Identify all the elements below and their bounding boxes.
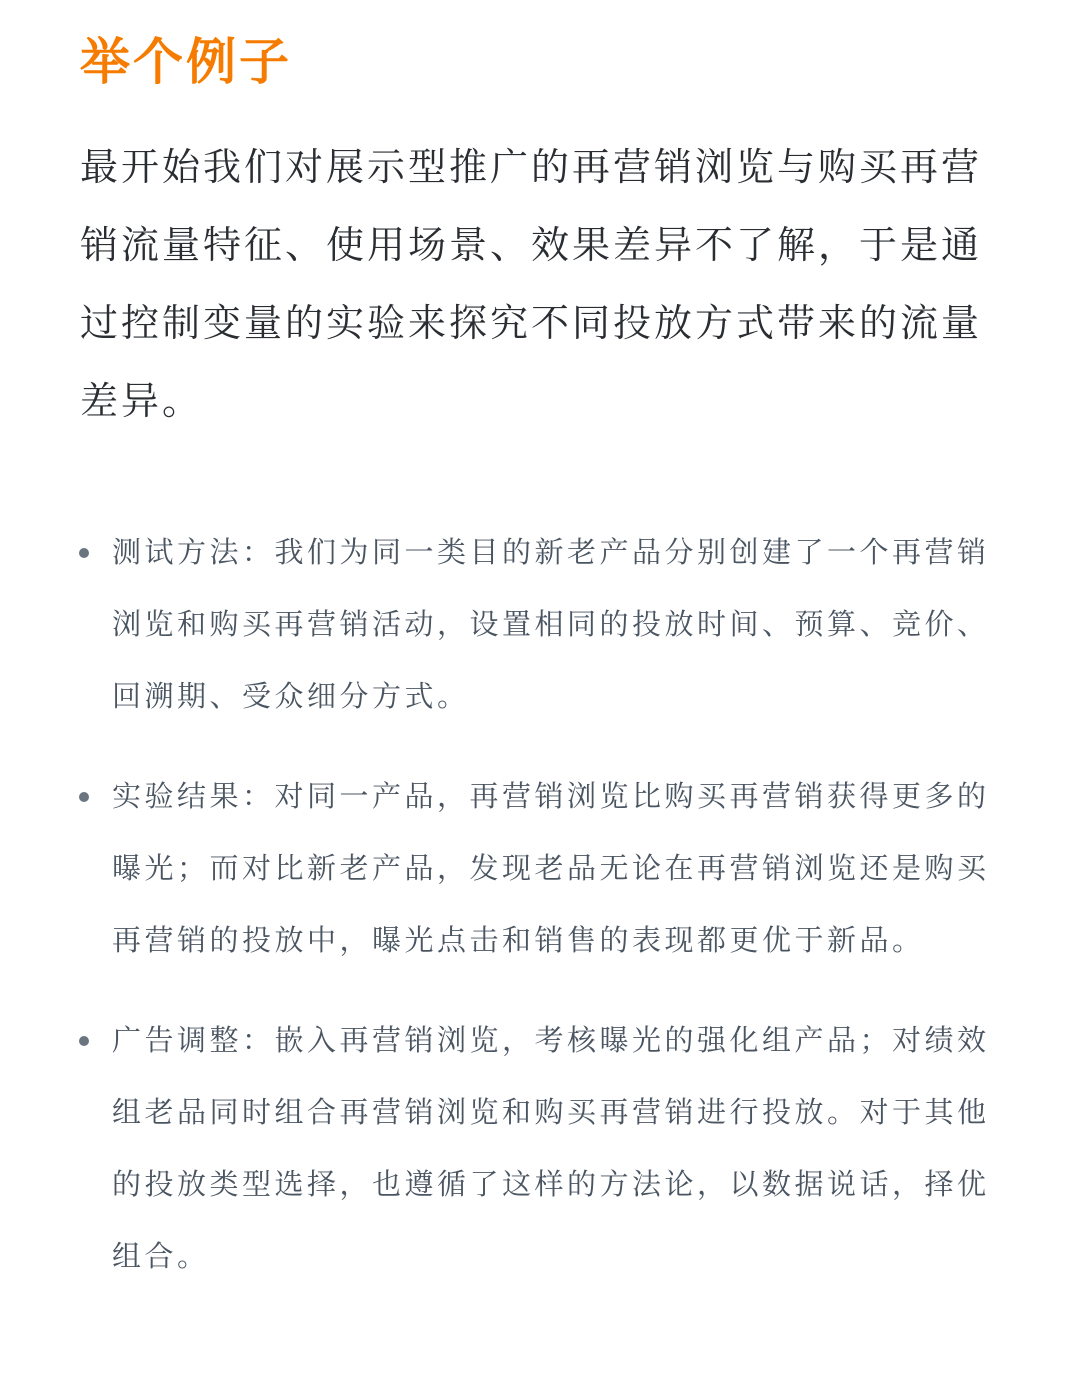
- bullet-list: [0, 516, 1080, 1292]
- bullet-dot-icon: [79, 548, 89, 558]
- bullet-dot-icon: [79, 1036, 89, 1046]
- bullet-text: 测试方法：我们为同一类目的新老产品分别创建了一个再营销浏览和购买再营销活动，设置相同的投放时间、预算、竞价、回溯期、受众细分方式。: [112, 535, 990, 713]
- bullet-text: 实验结果：对同一产品，再营销浏览比购买再营销获得更多的曝光；而对比新老产品，发现老品无论在再营销浏览还是购买再营销的投放中，曝光点击和销售的表现都更优于新品。: [112, 779, 990, 957]
- intro-paragraph: 最开始我们对展示型推广的再营销浏览与购买再营销流量特征、使用场景、效果差异不了解，于是通过控制变量的实验来探究不同投放方式带来的流量差异。: [80, 145, 983, 423]
- bullet-item-ad-adjustment: [0, 1004, 1002, 1292]
- bullet-dot-icon: [79, 792, 89, 802]
- bullet-text: 广告调整：嵌入再营销浏览，考核曝光的强化组产品；对绩效组老品同时组合再营销浏览和购买再营销进行投放。对于其他的投放类型选择，也遵循了这样的方法论，以数据说话，择优组合。: [112, 1023, 990, 1273]
- section-title: 举个例子: [80, 33, 292, 91]
- bullet-item-experiment-result: [0, 760, 1002, 976]
- bullet-item-test-method: [0, 516, 1002, 732]
